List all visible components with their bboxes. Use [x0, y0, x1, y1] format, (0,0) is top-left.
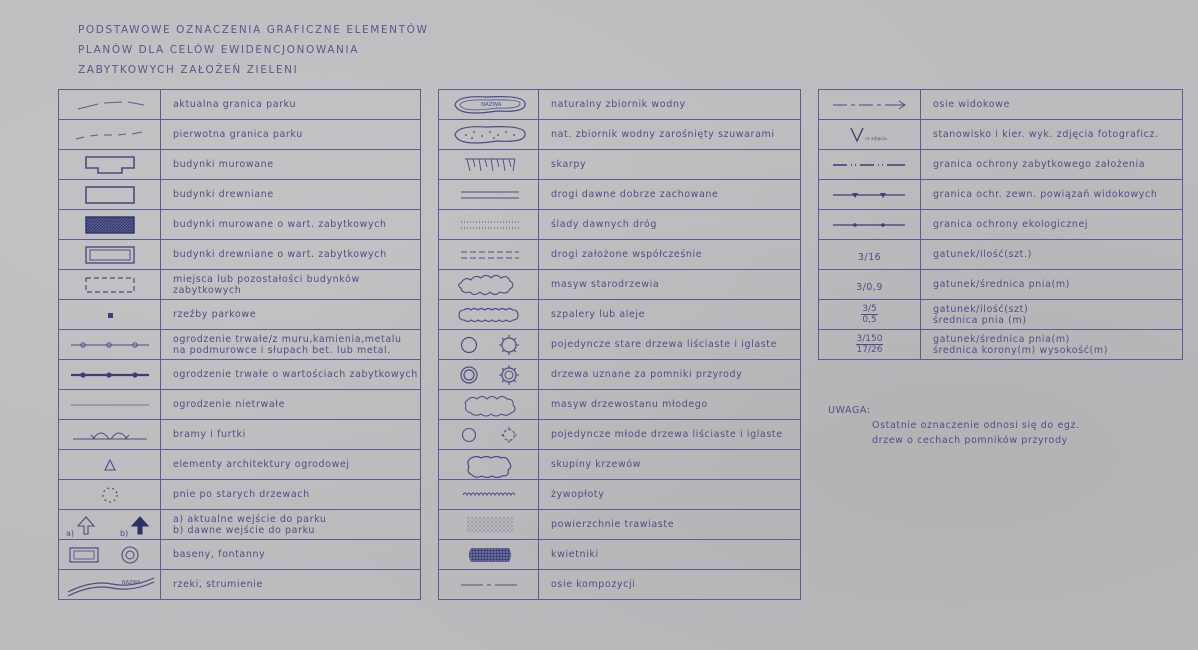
legend-row: [439, 420, 801, 450]
hatched-rectangle-icon: [70, 214, 150, 236]
dot-line-icon: [825, 218, 915, 232]
legend-row: [439, 180, 801, 210]
legend-row: [59, 120, 421, 150]
legend-row: [439, 150, 801, 180]
legend-row: [59, 270, 421, 300]
triangle-icon: [70, 456, 150, 474]
view-axis-icon: [825, 98, 915, 112]
legend-label: osie kompozycji: [539, 570, 801, 600]
legend-label: pnie po starych drzewach: [161, 480, 421, 510]
species-diameter-symbol: 3/0,9: [856, 282, 883, 293]
legend-row: [59, 240, 421, 270]
legend-label: ogrodzenie trwałe o wartościach zabytkowych: [161, 360, 421, 390]
legend-table-2: [438, 89, 801, 600]
pond-icon: [447, 93, 531, 117]
legend-label: drogi dawne dobrze zachowane: [539, 180, 801, 210]
protection-line-icon: [825, 158, 915, 172]
legend-label: gatunek/średnica pnia(m) średnica korony(m) wysokość(m): [921, 330, 1183, 360]
photo-number-label: nr zdjęcia: [864, 136, 887, 142]
young-forest-icon: [447, 393, 531, 417]
legend-label: rzeki, strumienie: [161, 570, 421, 600]
entrance-arrows-icon: [62, 512, 158, 538]
double-rectangle-icon: [70, 244, 150, 266]
legend-label: budynki murowane: [161, 150, 421, 180]
legend-label: ślady dawnych dróg: [539, 210, 801, 240]
legend-label: skarpy: [539, 150, 801, 180]
legend-label: pojedyncze stare drzewa liściaste i iglaste: [539, 330, 801, 360]
legend-label: naturalny zbiornik wodny: [539, 90, 801, 120]
legend-label: skupiny krzewów: [539, 450, 801, 480]
legend-label: budynki drewniane o wart. zabytkowych: [161, 240, 421, 270]
dotted-circle-icon: [70, 484, 150, 506]
river-icon: [62, 572, 158, 598]
dotted-double-line-icon: [447, 216, 531, 234]
legend-row: [819, 150, 1183, 180]
legend-row: [439, 570, 801, 600]
legend-label: masyw starodrzewia: [539, 270, 801, 300]
square-dot-icon: [70, 307, 150, 323]
pond-name-label: NAZWA: [480, 101, 502, 108]
legend-label: budynki drewniane: [161, 180, 421, 210]
legend-row: [439, 90, 801, 120]
legend-label: pojedyncze młode drzewa liściaste i iglaste: [539, 420, 801, 450]
legend-row: [439, 390, 801, 420]
legend-label: granica ochrony zabytkowego założenia: [921, 150, 1183, 180]
axis-icon: [447, 578, 531, 592]
legend-row: [819, 270, 1183, 300]
legend-label: stanowisko i kier. wyk. zdjęcia fotograficz.: [921, 120, 1183, 150]
legend-row: [59, 300, 421, 330]
note-line-2: drzew o cechach pomników przyrody: [872, 435, 1068, 446]
legend-row: [59, 390, 421, 420]
legend-row: [439, 240, 801, 270]
legend-row: [439, 540, 801, 570]
legend-row: [439, 480, 801, 510]
reed-pond-icon: [447, 123, 531, 147]
legend-row: [819, 240, 1183, 270]
legend-row: [439, 360, 801, 390]
legend-row: [59, 330, 421, 360]
title-line-3: ZABYTKOWYCH ZAŁOŻEŃ ZIELENI: [78, 64, 299, 76]
legend-row: [439, 270, 801, 300]
legend-label: budynki murowane o wart. zabytkowych: [161, 210, 421, 240]
old-forest-icon: [447, 273, 531, 297]
hedge-icon: [447, 488, 531, 502]
legend-label: ogrodzenie nietrwałe: [161, 390, 421, 420]
legend-table-1: [58, 89, 421, 600]
thin-line-icon: [65, 397, 155, 413]
legend-row: [439, 300, 801, 330]
legend-row: [439, 510, 801, 540]
legend-label: granica ochr. zewn. powiązań widokowych: [921, 180, 1183, 210]
legend-row: [819, 300, 1183, 330]
legend-label: drogi założone współcześnie: [539, 240, 801, 270]
fraction-symbol: $\frac{3/5}{0,5}$: [862, 303, 877, 325]
legend-row: [819, 210, 1183, 240]
double-line-icon: [447, 186, 531, 204]
gate-icon: [65, 425, 155, 445]
young-trees-icon: [447, 423, 531, 447]
dashed-line-icon: [70, 97, 150, 113]
monument-trees-icon: [447, 363, 531, 387]
building-outline-icon: [70, 154, 150, 176]
legend-row: [819, 90, 1183, 120]
legend-label: gatunek/ilość(szt.): [921, 240, 1183, 270]
fence-icon: [65, 337, 155, 353]
legend-row: [59, 90, 421, 120]
legend-label: aktualna granica parku: [161, 90, 421, 120]
note-heading: UWAGA:: [828, 405, 871, 416]
legend-row: [59, 150, 421, 180]
heavy-fence-icon: [65, 367, 155, 383]
legend-label: szpalery lub aleje: [539, 300, 801, 330]
dash-line-icon: [70, 127, 150, 143]
legend-row: [439, 120, 801, 150]
legend-row: [819, 180, 1183, 210]
sheet-title: [78, 20, 429, 80]
legend-label: baseny, fontanny: [161, 540, 421, 570]
legend-row: [819, 120, 1183, 150]
legend-row: [439, 450, 801, 480]
river-name-label: NAZWA: [121, 579, 141, 586]
legend-row: [59, 510, 421, 540]
legend-label: powierzchnie trawiaste: [539, 510, 801, 540]
title-line-2: PLANÓW DLA CELÓW EWIDENCJONOWANIA: [78, 44, 359, 56]
legend-row: [59, 420, 421, 450]
legend-row: [59, 180, 421, 210]
note-block: [828, 403, 1080, 448]
legend-label: a) aktualne wejście do parku b) dawne wejście do parku: [161, 510, 421, 540]
legend-row: [59, 360, 421, 390]
species-count-symbol: 3/16: [857, 252, 882, 263]
old-trees-icon: [447, 333, 531, 357]
grass-icon: [447, 513, 531, 537]
legend-row: [819, 330, 1183, 360]
photo-point-icon: [825, 124, 915, 146]
shrubs-icon: [447, 452, 531, 478]
alley-icon: [447, 306, 531, 324]
triangle-line-icon: [825, 188, 915, 202]
entrance-b-label: b): [119, 528, 128, 538]
legend-table-3: [818, 89, 1183, 360]
legend-label: gatunek/ilość(szt) średnica pnia (m): [921, 300, 1183, 330]
legend-label: ogrodzenie trwałe/z muru,kamienia,metalu na podmurowce i słupach bet. lub metal.: [161, 330, 421, 360]
legend-label: granica ochrony ekologicznej: [921, 210, 1183, 240]
legend-label: żywopłoty: [539, 480, 801, 510]
legend-label: elementy architektury ogrodowej: [161, 450, 421, 480]
legend-row: [59, 210, 421, 240]
note-line-1: Ostatnie oznaczenie odnosi się do egz.: [872, 420, 1080, 431]
legend-label: pierwotna granica parku: [161, 120, 421, 150]
entrance-a-label: a): [65, 528, 74, 538]
legend-row: [59, 570, 421, 600]
pool-fountain-icon: [62, 544, 158, 566]
legend-row: [59, 450, 421, 480]
flowerbed-icon: [447, 543, 531, 567]
legend-label: osie widokowe: [921, 90, 1183, 120]
legend-label: masyw drzewostanu młodego: [539, 390, 801, 420]
legend-label: rzeźby parkowe: [161, 300, 421, 330]
title-line-1: PODSTAWOWE OZNACZENIA GRAFICZNE ELEMENTÓW: [78, 24, 429, 36]
slope-icon: [447, 154, 531, 176]
legend-row: [439, 210, 801, 240]
rectangle-icon: [70, 184, 150, 206]
dashed-rectangle-icon: [70, 274, 150, 296]
legend-label: miejsca lub pozostałości budynków zabytkowych: [161, 270, 421, 300]
legend-label: drzewa uznane za pomniki przyrody: [539, 360, 801, 390]
legend-row: [59, 540, 421, 570]
legend-row: [59, 480, 421, 510]
legend-label: kwietniki: [539, 540, 801, 570]
dashed-double-line-icon: [447, 246, 531, 264]
legend-label: nat. zbiornik wodny zarośnięty szuwarami: [539, 120, 801, 150]
legend-label: gatunek/średnica pnia(m): [921, 270, 1183, 300]
fraction-symbol: $\frac{3/150}{17/26}$: [856, 333, 883, 355]
legend-label: bramy i furtki: [161, 420, 421, 450]
legend-row: [439, 330, 801, 360]
